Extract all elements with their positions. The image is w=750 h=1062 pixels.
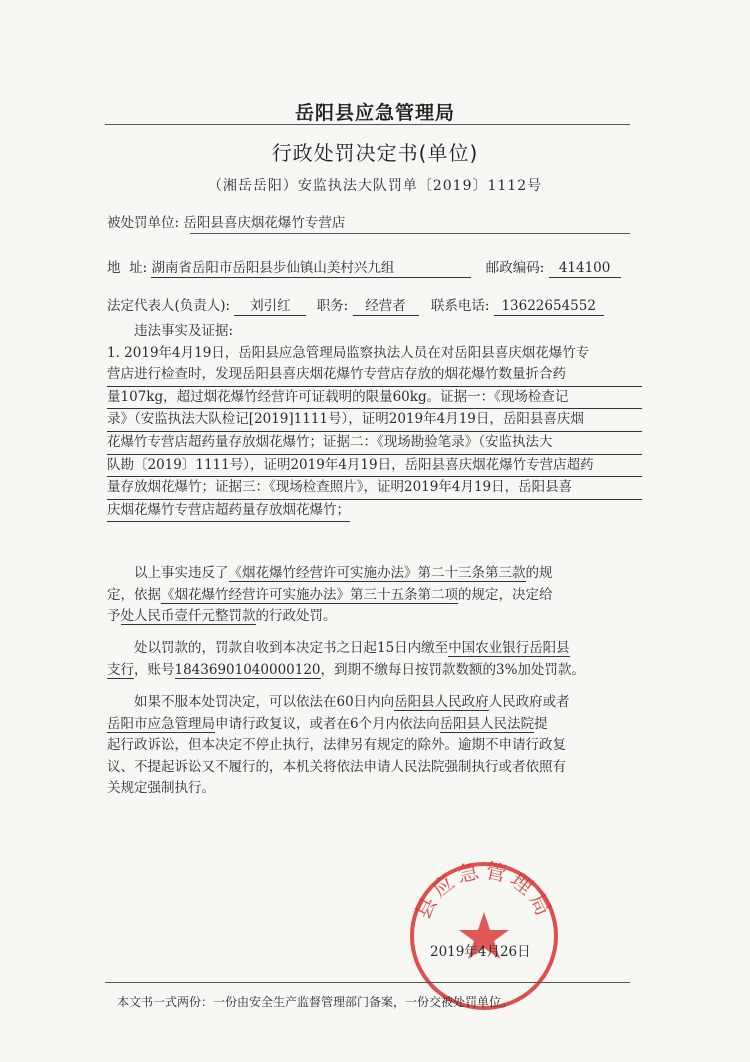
appeal-line-4: 议、不提起诉讼又不履行的，本机关将依法申请人民法院强制执行或者依照有 <box>107 758 566 775</box>
payment-section <box>107 638 642 681</box>
address-value: 湖南省岳阳市岳阳县步仙镇山美村兴九组 <box>151 256 471 278</box>
representative-line <box>107 294 604 316</box>
fact-line: 量107kg，超过烟花爆竹经营许可证载明的限量60kg。证据一：《现场检查记 <box>107 387 642 410</box>
appeal-line-3: 起行政诉讼，但本决定不停止执行，法律另有规定的除外。逾期不申请行政复 <box>107 737 566 754</box>
fact-line: 1. 2019年4月19日，岳阳县应急管理局监察执法人员在对岳阳县喜庆烟花爆竹专 <box>107 344 590 361</box>
address-label: 地 址: <box>107 260 148 276</box>
review-government: 岳阳县人民政府 <box>394 694 489 710</box>
basis-law: 《烟花爆竹经营许可实施办法》第三十五条第二项 <box>161 586 458 603</box>
footer-rule <box>105 982 630 983</box>
position-value: 经营者 <box>353 294 419 316</box>
official-seal <box>404 856 564 1016</box>
party-name-label: 被处罚单位: <box>107 215 180 231</box>
court-name: 岳阳县人民法院 <box>439 715 535 732</box>
appeal-line-2: 岳阳市应急管理局申请行政复议，或者在6个月内依法向岳阳县人民法院提 <box>107 715 548 732</box>
phone-value: 13622654552 <box>494 298 604 316</box>
decision-line-1: 以上事实违反了《烟花爆竹经营许可实施办法》第二十三条第三款的规 <box>134 565 553 581</box>
party-name-underline <box>190 233 630 234</box>
appeal-line-5: 关规定强制执行。 <box>107 780 215 797</box>
party-name-value: 岳阳县喜庆烟花爆竹专营店 <box>183 215 346 231</box>
fact-line: 录》（安监执法大队检记[2019]1111号），证明2019年4月19日，岳阳县喜庆烟 <box>107 409 642 432</box>
phone-label: 联系电话: <box>430 298 490 314</box>
agency-title: 岳阳县应急管理局 <box>294 102 455 124</box>
decision-section <box>107 563 642 628</box>
header-rule <box>105 124 630 125</box>
penalty-text: 处人民币壹仟元整罚款 <box>120 608 256 625</box>
document-number: （湘岳岳阳）安监执法大队罚单〔2019〕1112号 <box>207 178 543 194</box>
facts-heading: 违法事实及证据: <box>134 323 234 339</box>
review-department: 岳阳市应急管理局 <box>107 715 215 732</box>
account-number: 18436901040000120 <box>174 661 321 678</box>
appeal-line-1: 如果不服本处罚决定，可以依法在60日内向岳阳县人民政府人民政府或者 <box>134 694 570 710</box>
rep-value: 刘引红 <box>234 294 306 316</box>
fact-line: 庆烟花爆竹专营店超药量存放烟花爆竹； <box>107 500 350 523</box>
facts-section <box>107 321 642 522</box>
rep-label: 法定代表人(负责人): <box>107 298 231 314</box>
payment-line-2: 支行，账号18436901040000120，到期不缴每日按罚款数额的3%加处罚款。 <box>107 661 585 678</box>
party-name-line <box>107 211 345 231</box>
bank-name: 中国农业银行岳阳县 <box>448 640 570 656</box>
payment-line-1: 处以罚款的，罚款自收到本决定书之日起15日内缴至中国农业银行岳阳县 <box>134 640 570 656</box>
violated-law: 《烟花爆竹经营许可实施办法》第二十三条第三款 <box>228 565 526 581</box>
appeal-section <box>107 692 642 800</box>
position-label: 职务: <box>316 298 349 314</box>
fact-line: 队勘〔2019〕1111号），证明2019年4月19日，岳阳县喜庆烟花爆竹专营店超药 <box>107 455 642 478</box>
issue-date: 2019年4月26日 <box>430 944 531 960</box>
decision-line-2: 定，依据《烟花爆竹经营许可实施办法》第三十五条第二项的规定，决定给 <box>107 586 553 603</box>
document-title: 行政处罚决定书(单位) <box>271 141 479 165</box>
address-line <box>107 256 621 278</box>
fact-line: 营店进行检查时，发现岳阳县喜庆烟花爆竹专营店存放的烟花爆竹数量折合药 <box>107 364 642 387</box>
postcode-value: 414100 <box>549 260 621 278</box>
footer-note: 本文书一式两份：一份由安全生产监督管理部门备案，一份交被处罚单位。 <box>117 995 514 1009</box>
decision-line-3: 予处人民币壹仟元整罚款的行政处罚。 <box>107 608 337 625</box>
fact-line: 花爆竹专营店超药量存放烟花爆竹；证据二：《现场勘验笔录》（安监执法大 <box>107 432 642 455</box>
svg-text:县应急管理局: 县应急管理局 <box>410 858 558 923</box>
fact-line: 量存放烟花爆竹；证据三：《现场检查照片》，证明2019年4月19日，岳阳县喜 <box>107 477 642 500</box>
postcode-label: 邮政编码: <box>485 260 545 276</box>
